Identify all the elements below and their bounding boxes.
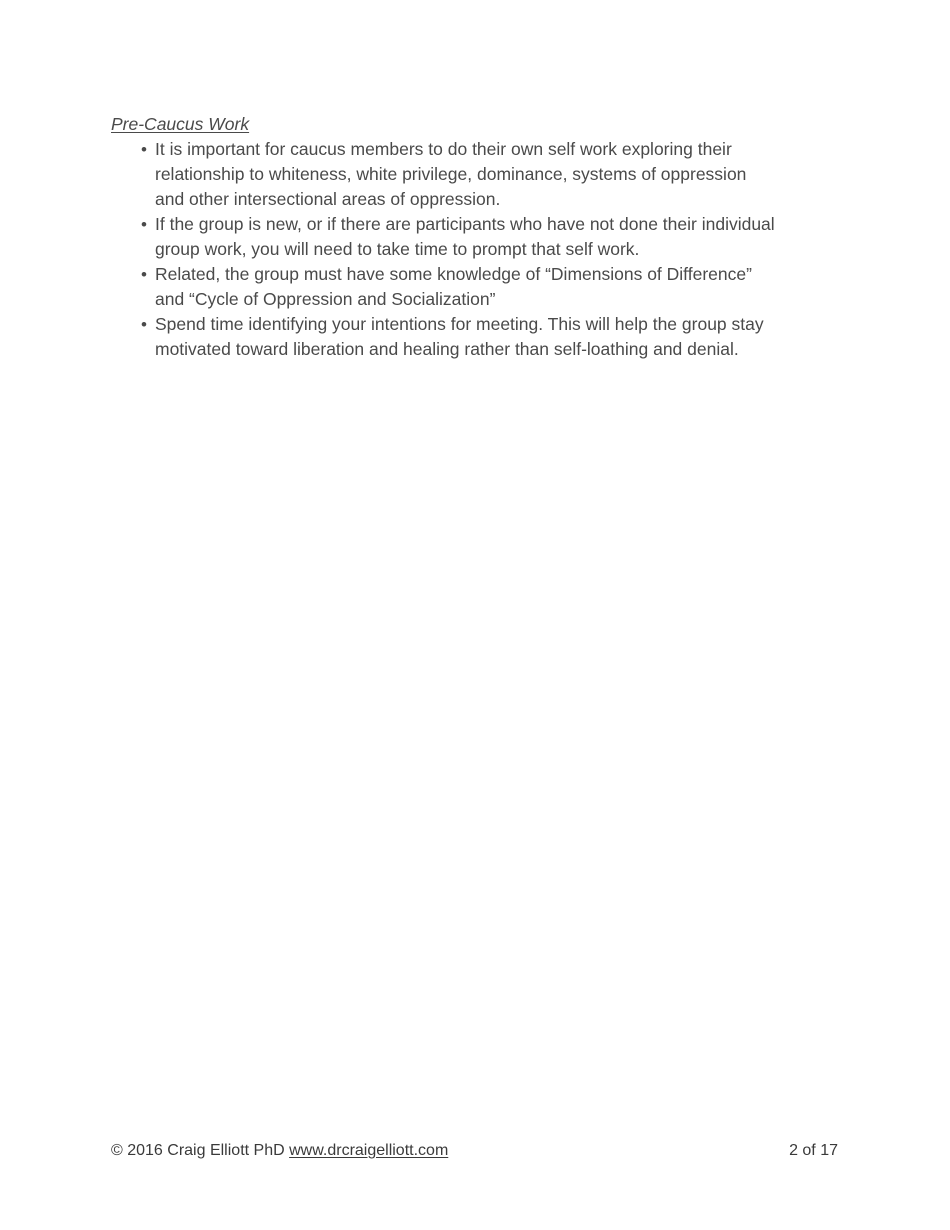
bullet-text-line: relationship to whiteness, white privilege, dominance, systems of oppression <box>155 164 747 184</box>
bullet-text-line: and “Cycle of Oppression and Socialization” <box>155 289 496 309</box>
bullet-text-line: and other intersectional areas of oppression. <box>155 189 501 209</box>
bullet-text-line: Related, the group must have some knowledge of “Dimensions of Difference” <box>155 264 752 284</box>
bullet-text-line: Spend time identifying your intentions for meeting. This will help the group stay <box>155 314 764 334</box>
bullet-icon: • <box>141 140 147 159</box>
bullet-icon: • <box>141 215 147 234</box>
bullet-text-line: It is important for caucus members to do their own self work exploring their <box>155 139 732 159</box>
list-item <box>111 312 851 362</box>
section-heading: Pre-Caucus Work <box>111 114 250 134</box>
bullet-icon: • <box>141 315 147 334</box>
bullet-list <box>111 137 851 362</box>
list-item <box>111 137 851 212</box>
page-footer <box>111 1139 838 1163</box>
page-number: 2 of 17 <box>789 1142 838 1159</box>
bullet-text-line: motivated toward liberation and healing rather than self-loathing and denial. <box>155 339 739 359</box>
bullet-text-line: If the group is new, or if there are participants who have not done their individual <box>155 214 775 234</box>
bullet-text-line: group work, you will need to take time to prompt that self work. <box>155 239 640 259</box>
copyright-text: © 2016 Craig Elliott PhD <box>111 1142 285 1159</box>
footer-credit <box>111 1139 448 1163</box>
list-item <box>111 262 851 312</box>
pre-caucus-work-section <box>111 112 851 362</box>
bullet-icon: • <box>141 265 147 284</box>
list-item <box>111 212 851 262</box>
website-link[interactable]: www.drcraigelliott.com <box>289 1142 449 1159</box>
